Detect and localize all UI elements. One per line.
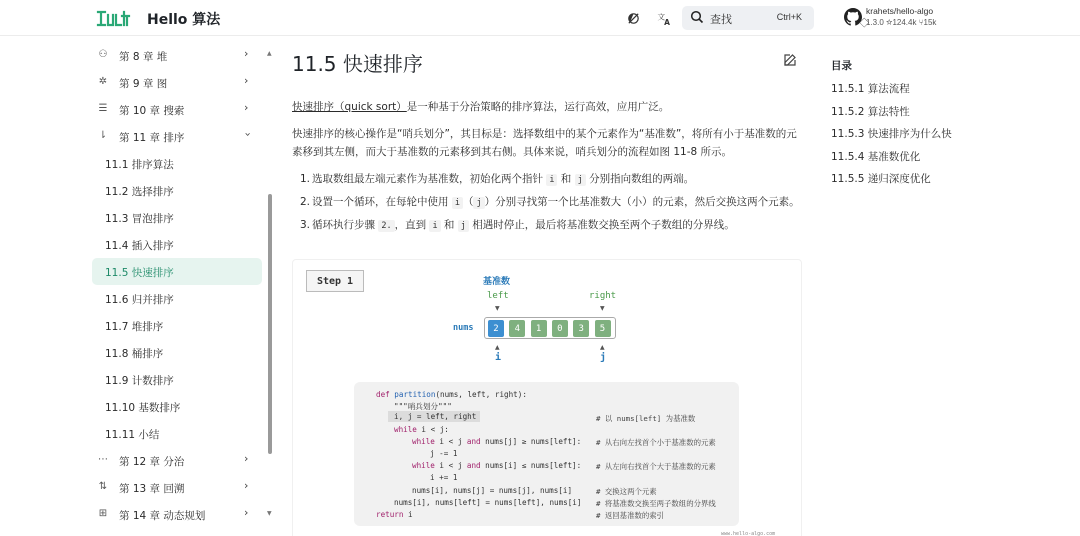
sidebar-item-11-5-active[interactable] (92, 258, 262, 285)
pivot-label: 基准数 (483, 277, 511, 287)
repo-stats (866, 18, 936, 28)
up-arrow-icon: ▲ (495, 344, 500, 351)
search-box[interactable] (682, 6, 814, 30)
array-cell: 1 (531, 320, 547, 337)
sidebar-item-11-2[interactable] (92, 177, 272, 204)
dp-table-icon: ⊞ (98, 508, 108, 519)
github-icon (844, 8, 862, 26)
list-text: 选取数组最左端元素作为基准数，初始化两个指针 (312, 173, 547, 185)
sidebar-item-ch9[interactable] (92, 69, 272, 96)
watermark: www.hello-algo.com (721, 531, 776, 536)
sidebar-item-label: 第 14 章 动态规划 (119, 510, 206, 522)
sidebar-item-11-3[interactable] (92, 204, 272, 231)
code-line: while i < j: (394, 425, 449, 434)
sidebar-item-label: 11.9 计数排序 (105, 375, 174, 387)
list-text: ）分别寻找第一个比基准数大（小）的元素，然后交换这两个元素。 (484, 196, 800, 208)
sidebar-item-label: 11.8 桶排序 (105, 348, 164, 360)
heap-icon: ⚇ (98, 49, 108, 60)
toc-item[interactable]: 11.5.3 快速排序为什么快 (831, 128, 952, 140)
search-placeholder: 查找 (710, 13, 732, 26)
down-arrow-icon: ▼ (495, 305, 500, 312)
code-comment: # 将基准数交换至两子数组的分界线 (596, 499, 716, 508)
up-arrow-icon: ▲ (600, 344, 605, 351)
code-line: """哨兵划分""" (394, 402, 452, 411)
steps-list (300, 170, 800, 235)
list-text: 和 (557, 173, 575, 185)
scroll-up-arrow[interactable]: ▲ (267, 50, 272, 57)
graph-icon: ✲ (98, 76, 108, 87)
array-cell: 4 (509, 320, 525, 337)
edit-page-button[interactable] (780, 50, 800, 70)
sidebar-item-label: 11.5 快速排序 (105, 267, 174, 279)
sidebar-item-11-4[interactable] (92, 231, 272, 258)
chevron-right-icon[interactable]: › (244, 506, 249, 519)
sidebar-nav (92, 42, 272, 528)
code-comment: # 返回基准数的索引 (596, 511, 665, 520)
toc-title: 目录 (831, 60, 852, 72)
chevron-right-icon[interactable]: › (244, 479, 249, 492)
nums-label: nums (453, 323, 474, 333)
step-button[interactable]: Step 1 (306, 270, 364, 292)
code-line: i += 1 (430, 473, 458, 482)
sidebar-item-label: 第 10 章 搜索 (119, 105, 185, 117)
sidebar-item-label: 第 9 章 图 (119, 78, 168, 90)
list-number: 1. (300, 173, 311, 185)
code-line: def partition(nums, left, right): (376, 390, 527, 399)
sidebar-item-11-7[interactable] (92, 312, 272, 339)
toc-item[interactable]: 11.5.2 算法特性 (831, 105, 910, 118)
sidebar-item-11-6[interactable] (92, 285, 272, 312)
chevron-right-icon[interactable]: › (244, 452, 249, 465)
left-pointer-label: left (487, 291, 509, 301)
code-block (354, 382, 739, 526)
right-pointer-label: right (589, 291, 617, 301)
list-item (300, 170, 800, 189)
chevron-down-icon[interactable]: › (241, 132, 255, 137)
fork-icon: ⑂ (918, 18, 924, 27)
search-icon (690, 10, 704, 24)
code-line: return i (376, 510, 413, 519)
intro-text: 是一种基于分治策略的排序算法，运行高效，应用广泛。 (406, 101, 670, 113)
svg-text:文: 文 (657, 11, 665, 21)
search-shortcut: Ctrl+K (776, 12, 802, 22)
description-paragraph: 快速排序的核心操作是“哨兵划分”，其目标是：选择数组中的某个元素作为“基准数”，将所有小于基准数的元素移到其左侧，而大于基准数的元素移到其右侧。具体来说，哨兵划分的流程如图 11-8 所示。 (292, 128, 797, 158)
sidebar-item-ch12[interactable] (92, 447, 272, 474)
toc-item[interactable]: 11.5.4 基准数优化 (831, 150, 921, 163)
array-cell: 0 (552, 320, 568, 337)
sidebar-item-label: 11.4 插入排序 (105, 240, 174, 252)
array-cell: 5 (595, 320, 611, 337)
chevron-right-icon[interactable]: › (244, 74, 249, 87)
code-comment: # 以 nums[left] 为基准数 (596, 414, 696, 423)
repo-stars: 124.4k (892, 18, 917, 27)
i-pointer-label: i (495, 352, 502, 363)
inline-code: i (546, 174, 557, 186)
sidebar-item-label: 第 8 章 堆 (119, 51, 168, 63)
array-container (484, 317, 616, 339)
sidebar-item-ch13[interactable] (92, 474, 272, 501)
sidebar-item-ch14[interactable] (92, 501, 272, 528)
list-text: 设置一个循环，在每轮中使用 (312, 196, 452, 208)
j-pointer-label: j (600, 352, 607, 363)
list-text: ，直到 (394, 219, 430, 231)
down-arrow-icon: ▼ (600, 305, 605, 312)
sidebar-item-label: 11.1 排序算法 (105, 159, 174, 171)
sidebar-item-label: 11.3 冒泡排序 (105, 213, 174, 225)
scroll-down-arrow[interactable]: ▼ (267, 510, 272, 517)
sidebar-item-label: 11.10 基数排序 (105, 402, 181, 414)
sidebar-item-label: 第 11 章 排序 (119, 132, 185, 144)
svg-text:A: A (664, 17, 670, 26)
sidebar-item-label: 第 12 章 分治 (119, 456, 185, 468)
sidebar-item-ch8[interactable] (92, 42, 272, 69)
code-line: while i < j and nums[i] ≤ nums[left]: (412, 461, 582, 470)
table-of-contents (831, 58, 981, 191)
list-number: 2. (300, 196, 311, 208)
sidebar-item-11-1[interactable] (92, 150, 272, 177)
sidebar-item-11-8[interactable] (92, 339, 272, 366)
chevron-right-icon[interactable]: › (244, 47, 249, 60)
sort-icon: ⇂ (98, 130, 108, 141)
list-text: 相遇时停止，最后将基准数交换至两个子数组的分界线。 (468, 219, 735, 231)
sidebar-item-label: 11.2 选择排序 (105, 186, 174, 198)
list-text: 和 (440, 219, 458, 231)
inline-code: 2. (378, 220, 394, 232)
inline-code: i (452, 197, 463, 209)
sidebar-item-ch11[interactable] (92, 123, 272, 150)
search-list-icon: ☰ (98, 103, 108, 114)
sidebar-item-11-11[interactable] (92, 420, 272, 447)
list-text: 分别指向数组的两端。 (585, 173, 695, 185)
inline-code: j (473, 197, 484, 209)
array-cell: 2 (488, 320, 504, 337)
code-line: nums[i], nums[left] = nums[left], nums[i] (394, 498, 582, 507)
chevron-right-icon[interactable]: › (244, 101, 249, 114)
list-text: （ (462, 196, 474, 208)
intro-paragraph (292, 98, 802, 116)
logo-icon[interactable] (96, 8, 132, 28)
list-number: 3. (300, 219, 311, 231)
divide-icon: ⋯ (98, 454, 108, 465)
code-comment: # 从左向右找首个大于基准数的元素 (596, 462, 716, 471)
code-line: j -= 1 (430, 449, 458, 458)
sidebar-item-label: 第 13 章 回溯 (119, 483, 185, 495)
quick-sort-figure (292, 259, 802, 536)
array-cell: 3 (573, 320, 589, 337)
sidebar-scrollbar[interactable] (268, 194, 272, 454)
sidebar-item-label: 11.6 归并排序 (105, 294, 174, 306)
theme-toggle-icon[interactable] (624, 9, 642, 27)
code-comment: # 交换这两个元素 (596, 487, 657, 496)
sidebar-item-11-9[interactable] (92, 366, 272, 393)
backtrack-icon: ⇅ (98, 481, 108, 492)
code-line-highlighted: i, j = left, right (388, 411, 480, 422)
list-item (300, 216, 800, 235)
inline-code: i (429, 220, 440, 232)
repo-version: 1.3.0 (866, 18, 884, 27)
page-title: 11.5 快速排序 (292, 52, 423, 76)
sidebar-item-11-10[interactable] (92, 393, 272, 420)
edit-icon (783, 53, 797, 67)
inline-code: j (458, 220, 469, 232)
repo-name: krahets/hello-algo (866, 6, 934, 16)
site-title[interactable]: Hello 算法 (147, 12, 221, 28)
inline-code: j (575, 174, 586, 186)
sidebar-item-ch10[interactable] (92, 96, 272, 123)
code-line: while i < j and nums[j] ≥ nums[left]: (412, 437, 582, 446)
toc-item[interactable]: 11.5.5 递归深度优化 (831, 173, 931, 185)
toc-item[interactable]: 11.5.1 算法流程 (831, 83, 910, 95)
list-item (300, 193, 800, 212)
repo-forks: 15k (923, 18, 937, 27)
list-text: 循环执行步骤 (312, 219, 379, 231)
sidebar-item-label: 11.11 小结 (105, 429, 160, 441)
top-header (0, 0, 1080, 36)
translate-icon[interactable] (656, 9, 674, 27)
code-line: nums[i], nums[j] = nums[j], nums[i] (412, 486, 573, 495)
sidebar-item-label: 11.7 堆排序 (105, 321, 164, 333)
quick-sort-link[interactable]: 快速排序（quick sort） (292, 101, 407, 113)
code-comment: # 从右向左找首个小于基准数的元素 (596, 438, 716, 447)
star-icon: ☆ (886, 18, 893, 27)
